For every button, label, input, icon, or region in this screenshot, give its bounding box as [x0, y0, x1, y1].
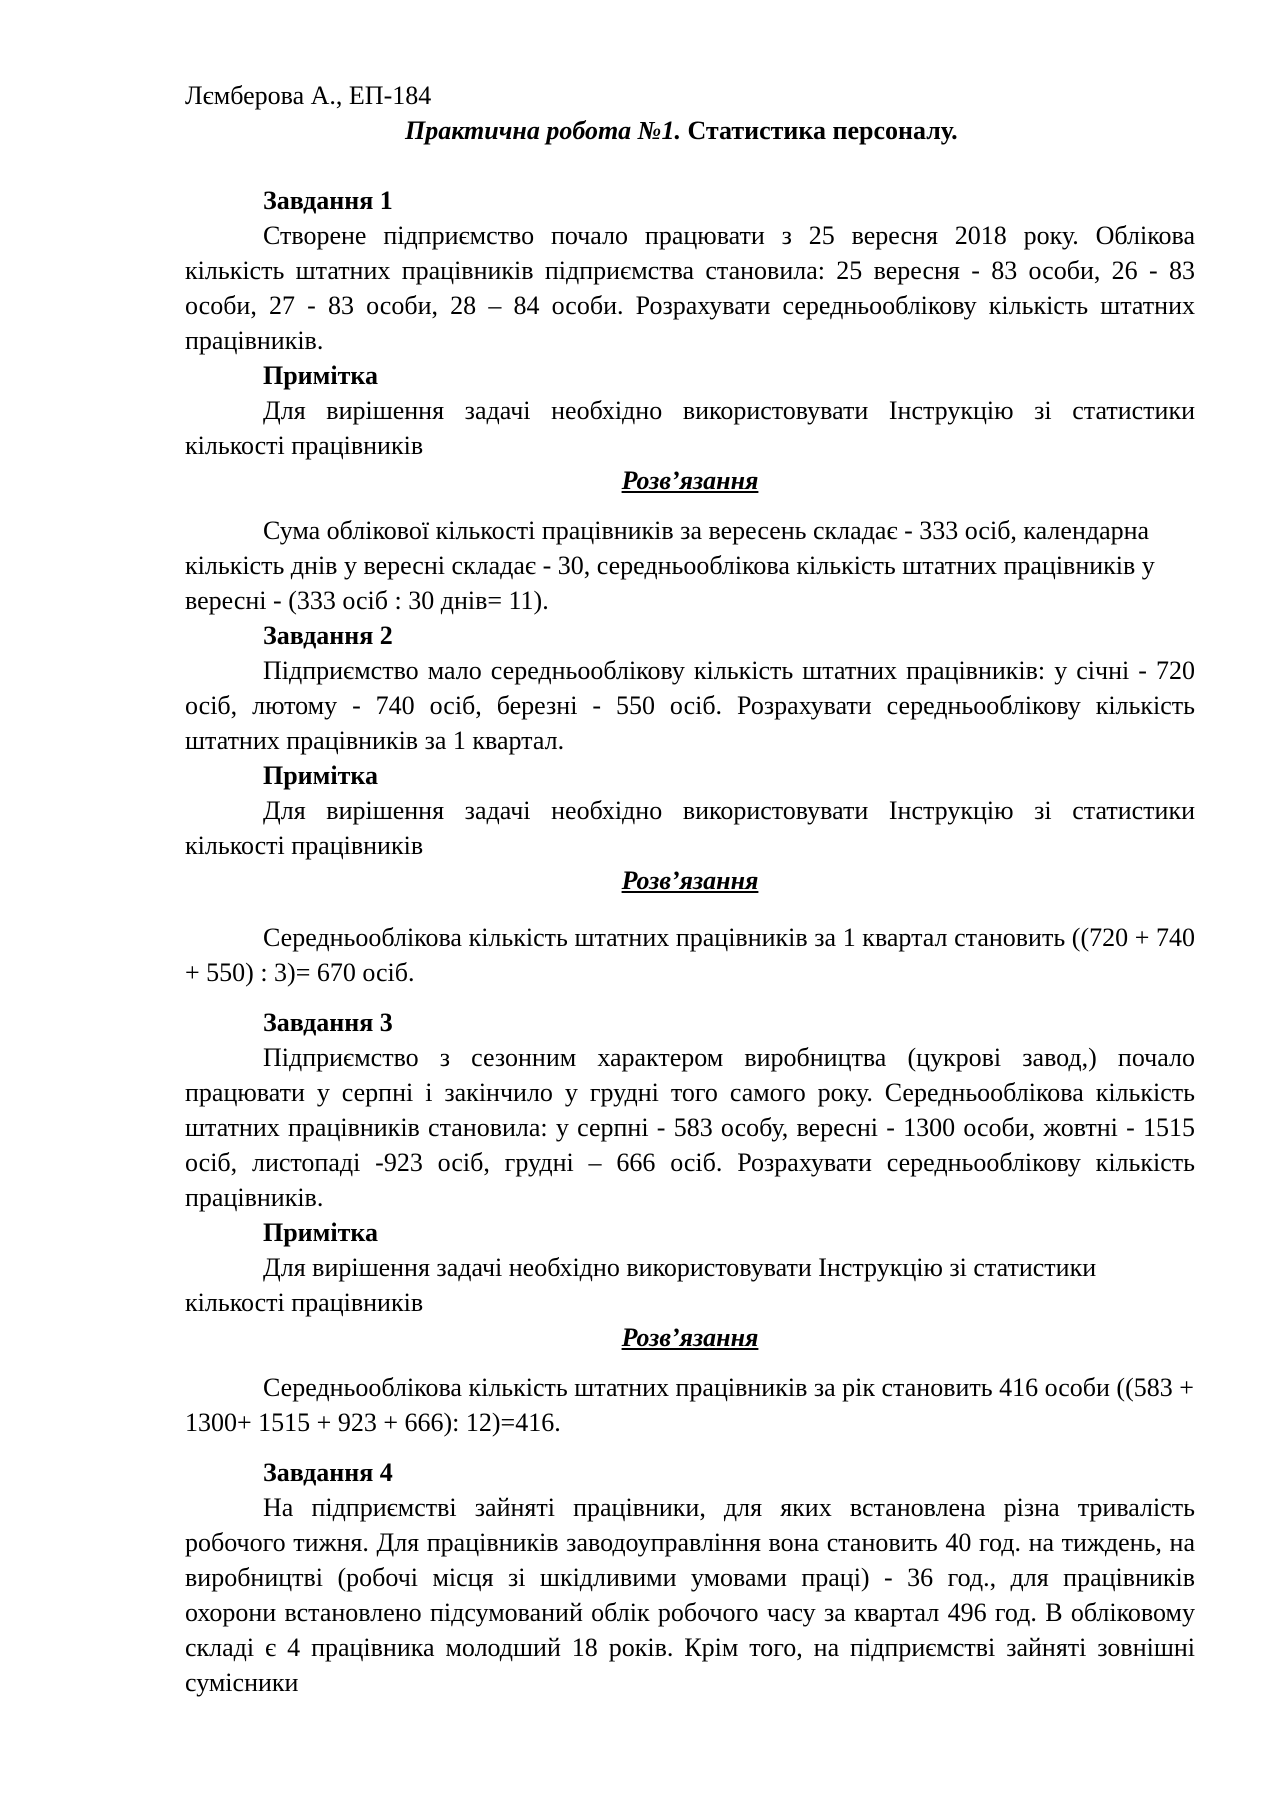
title-work-number: Практична робота №1.: [405, 116, 681, 145]
task-1-note-heading: Примітка: [263, 361, 378, 390]
task-2-note-heading: Примітка: [263, 761, 378, 790]
task-2-heading: Завдання 2: [263, 621, 393, 650]
task-2-text: Підприємство мало середньооблікову кількість штатних працівників: у січні - 720 осіб, лютому - 740 осіб, березні - 550 осіб. Розрахувати середньооблікову кількість штатних працівників за 1 квартал.: [185, 656, 1195, 755]
task-4-text: На підприємстві зайняті працівники, для яких встановлена різна тривалість робочого тижня. Для працівників заводоуправління вона становить 40 год. на тиждень, на виробництві (робочі місця зі шкідливими умовами праці) - 36 год., для працівників охорони встановлено підсумований облік робочого часу за квартал 496 год. В обліковому складі є 4 працівника молодший 18 років. Крім того, на підприємстві зайняті зовнішні сумісники: [185, 1493, 1195, 1697]
title-subject: Статистика персоналу.: [687, 116, 958, 145]
task-3-solution-heading: Розв’язання: [621, 1323, 759, 1352]
task-3-note-text: Для вирішення задачі необхідно використовувати Інструкцію зі статистики кількості працівників: [185, 1253, 1097, 1317]
spacer: [185, 898, 1195, 920]
task-1-solution-text: Сума облікової кількості працівників за вересень складає - 333 осіб, календарна кількість днів у вересні складає - 30, середньооблікова кількість штатних працівників у вересні - (333 осіб : 30 днів= 11).: [185, 516, 1155, 615]
document-title: [185, 113, 1195, 148]
spacer: [185, 148, 1195, 183]
document-body: [185, 78, 1195, 1700]
task-3-heading: Завдання 3: [263, 1008, 393, 1037]
spacer: [185, 498, 1195, 513]
task-2-note-text: Для вирішення задачі необхідно використовувати Інструкцію зі статистики кількості працівників: [185, 796, 1195, 860]
task-4-heading: Завдання 4: [263, 1458, 393, 1487]
author-line: Лємберова А., ЕП-184: [185, 81, 432, 110]
spacer: [185, 1355, 1195, 1370]
task-1-solution-heading: Розв’язання: [621, 466, 759, 495]
spacer: [185, 1440, 1195, 1455]
task-3-solution-text: Середньооблікова кількість штатних працівників за рік становить 416 особи ((583 + 1300+ 1515 + 923 + 666): 12)=416.: [185, 1373, 1194, 1437]
task-1-heading: Завдання 1: [263, 186, 393, 215]
spacer: [185, 990, 1195, 1005]
task-3-text: Підприємство з сезонним характером виробництва (цукрові завод,) почало працювати у серпні і закінчило у грудні того самого року. Середньооблікова кількість штатних працівників становила: у серпні - 583 особу, вересні - 1300 особи, жовтні - 1515 осіб, листопаді -923 осіб, грудні – 666 осіб. Розрахувати середньооблікову кількість працівників.: [185, 1043, 1195, 1212]
task-3-note-heading: Примітка: [263, 1218, 378, 1247]
task-1-text: Створене підприємство почало працювати з 25 вересня 2018 року. Облікова кількість штатних працівників підприємства становила: 25 вересня - 83 особи, 26 - 83 особи, 27 - 83 особи, 28 – 84 особи. Розрахувати середньооблікову кількість штатних працівників.: [185, 221, 1195, 355]
task-2-solution-heading: Розв’язання: [621, 866, 759, 895]
task-1-note-text: Для вирішення задачі необхідно використовувати Інструкцію зі статистики кількості працівників: [185, 396, 1195, 460]
task-2-solution-text: Середньооблікова кількість штатних працівників за 1 квартал становить ((720 + 740 + 550) : 3)= 670 осіб.: [185, 923, 1195, 987]
